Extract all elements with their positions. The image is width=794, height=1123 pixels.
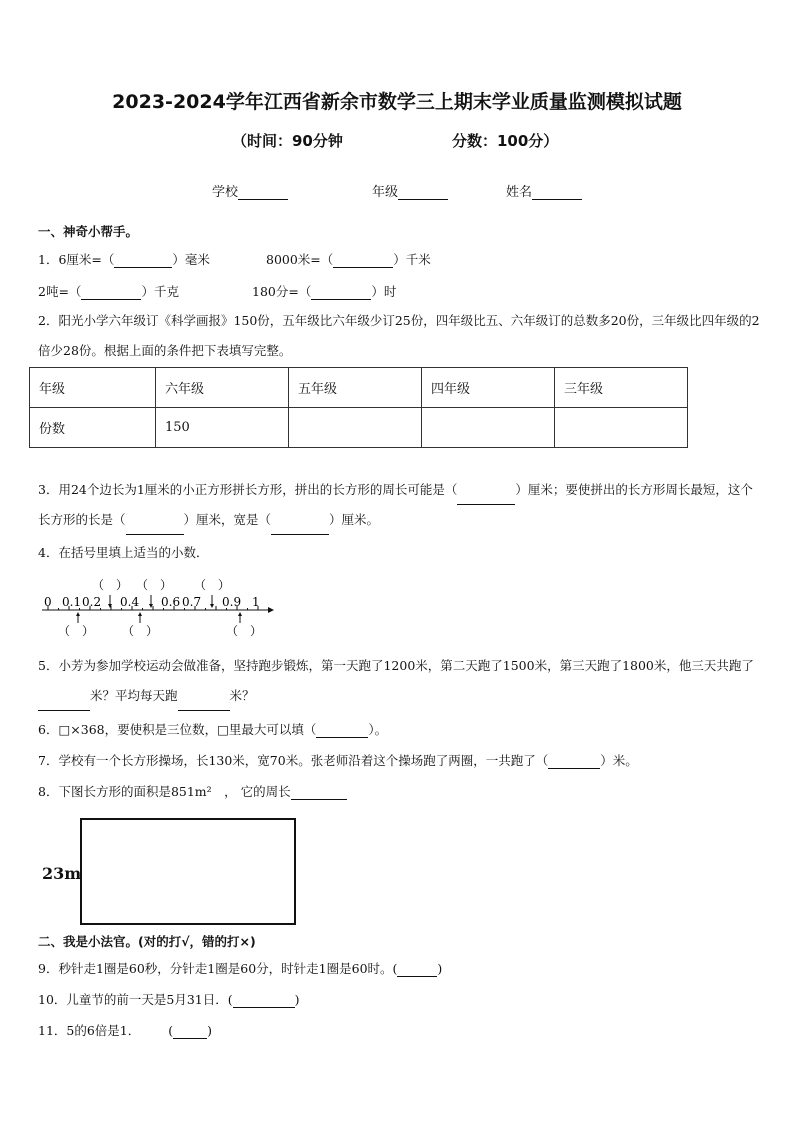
q11-open: (: [168, 1023, 174, 1038]
school-blank[interactable]: [238, 185, 288, 200]
nl-label: 0.9: [222, 595, 242, 609]
q1-blank-2[interactable]: [333, 253, 393, 268]
nl-label: 0.1: [62, 595, 82, 609]
q1-text-f: ）千克: [141, 284, 179, 299]
q10-blank[interactable]: [233, 993, 295, 1008]
question-2: 2．阳光小学六年级订《科学画报》150份，五年级比六年级少订25份，四年级比五、六年级订的总数多20份，三年级比四年级的2倍少28份。根据上面的条件把下表填写完整。: [38, 313, 760, 358]
number-line-arrow: [268, 607, 274, 613]
table-cell-blank[interactable]: [555, 408, 688, 448]
q5-text-b: 米？平均每天跑: [90, 688, 178, 703]
q1-text-b: ）毫米: [172, 252, 210, 267]
table-header-row: [30, 368, 688, 408]
name-label: 姓名: [506, 185, 533, 200]
q7-text-a: 7．学校有一个长方形操场，长130米，宽70米。张老师沿着这个操场跑了两圈，一共跑了（: [38, 753, 549, 768]
q1-blank-4[interactable]: [311, 285, 371, 300]
nl-lower-blank[interactable]: （ ）: [226, 624, 263, 638]
q8-blank[interactable]: [291, 785, 347, 800]
grade-table: [29, 367, 688, 448]
question-5: [38, 651, 760, 711]
q7-blank[interactable]: [548, 754, 600, 769]
q6-text-b: ）。: [368, 722, 388, 737]
grade-field[interactable]: [372, 181, 448, 200]
question-8: [38, 782, 347, 800]
nl-lower-blank[interactable]: （ ）: [122, 624, 159, 638]
name-field[interactable]: [506, 181, 582, 200]
q1-blank-3[interactable]: [81, 285, 141, 300]
q11-blank[interactable]: [173, 1024, 207, 1039]
number-line: [36, 575, 276, 641]
q1-text-g: 180分=（: [252, 284, 312, 299]
table-row: [30, 408, 688, 448]
table-header-cell: 四年级: [422, 368, 555, 408]
q3-blank-3[interactable]: [271, 520, 329, 535]
nl-upper-blank[interactable]: （ ）: [92, 578, 129, 592]
table-cell-blank[interactable]: [289, 408, 422, 448]
q9-blank[interactable]: [397, 962, 437, 977]
q3-text-c: ）厘米，宽是（: [183, 512, 272, 527]
school-field[interactable]: [212, 181, 288, 200]
q5-text-c: 米？: [229, 688, 255, 703]
q10-text: 10．儿童节的前一天是5月31日．(: [38, 992, 233, 1007]
table-header-cell: 五年级: [289, 368, 422, 408]
q1-text-e: 2吨=（: [38, 284, 82, 299]
q1-text-a: 1．6厘米=（: [38, 252, 115, 267]
question-1-line1: [38, 250, 210, 268]
q5-text-a: 5．小芳为参加学校运动会做准备，坚持跑步锻炼，第一天跑了1200米，第二天跑了1500米，第三天跑了1800米，他三天共跑了: [38, 658, 754, 673]
q3-text-a: 3．用24个边长为1厘米的小正方形拼长方形，拼出的长方形的周长可能是（: [38, 482, 458, 497]
q1-text-d: ）千米: [393, 252, 431, 267]
section1-heading: 一、神奇小帮手。: [38, 224, 139, 239]
school-label: 学校: [212, 185, 239, 200]
nl-lower-blank[interactable]: （ ）: [58, 624, 95, 638]
nl-label: 0.7: [182, 595, 202, 609]
q1-text-h: ）时: [371, 284, 397, 299]
grade-label: 年级: [372, 185, 399, 200]
q8-text: 8．下图长方形的面积是851m² ， 它的周长: [38, 784, 291, 799]
q1-blank-1[interactable]: [114, 253, 172, 268]
question-9: [38, 959, 442, 977]
table-header-cell: 三年级: [555, 368, 688, 408]
q5-blank-1[interactable]: [38, 696, 90, 711]
nl-label: 0.6: [161, 595, 181, 609]
q10-close: ): [294, 992, 300, 1007]
nl-label: 0: [44, 595, 52, 609]
name-blank[interactable]: [532, 185, 582, 200]
table-cell-blank[interactable]: [422, 408, 555, 448]
nl-upper-blank[interactable]: （ ）: [136, 578, 173, 592]
exam-score: 分数：100分）: [452, 132, 559, 150]
q3-blank-1[interactable]: [457, 490, 515, 505]
q9-close: ): [437, 961, 443, 976]
q11-close: ): [207, 1023, 213, 1038]
table-header-cell: 年级: [30, 368, 156, 408]
nl-label: 1: [252, 595, 260, 609]
question-11: [38, 1021, 212, 1039]
q6-blank[interactable]: [316, 723, 368, 738]
question-3: [38, 475, 760, 535]
question-7: [38, 751, 638, 769]
nl-label: 0.4: [120, 595, 140, 609]
q1-text-c: 8000米=（: [266, 252, 334, 267]
rectangle-side-label: 23m: [42, 864, 82, 883]
q5-blank-2[interactable]: [178, 696, 230, 711]
section2-heading: 二、我是小法官。(对的打√，错的打×): [38, 934, 256, 949]
question-4: 4．在括号里填上适当的小数．: [38, 545, 209, 560]
question-6: [38, 720, 387, 738]
q9-text: 9．秒针走1圈是60秒，分针走1圈是60分，时针走1圈是60时。(: [38, 961, 398, 976]
q7-text-b: ）米。: [600, 753, 638, 768]
page-title: 2023-2024学年江西省新余市数学三上期末学业质量监测模拟试题: [112, 91, 682, 113]
q6-text-a: 6．□×368，要使积是三位数，□里最大可以填（: [38, 722, 317, 737]
table-cell: 份数: [30, 408, 156, 448]
q11-text: 11．5的6倍是1．: [38, 1023, 141, 1038]
rectangle-figure: [80, 818, 296, 925]
question-1-line1b: [266, 250, 431, 268]
grade-blank[interactable]: [398, 185, 448, 200]
question-10: [38, 990, 300, 1008]
question-1-line2b: [252, 282, 396, 300]
nl-upper-blank[interactable]: （ ）: [194, 578, 231, 592]
nl-label: 0.2: [82, 595, 102, 609]
table-header-cell: 六年级: [156, 368, 289, 408]
table-cell: 150: [156, 408, 289, 448]
q3-blank-2[interactable]: [126, 520, 184, 535]
q3-text-b: ）厘米；要使拼出的长方形周长最短，这个长方形的长是（: [38, 482, 753, 527]
question-1-line2: [38, 282, 179, 300]
exam-time: （时间：90分钟: [232, 132, 343, 150]
q3-text-d: ）厘米。: [329, 512, 380, 527]
